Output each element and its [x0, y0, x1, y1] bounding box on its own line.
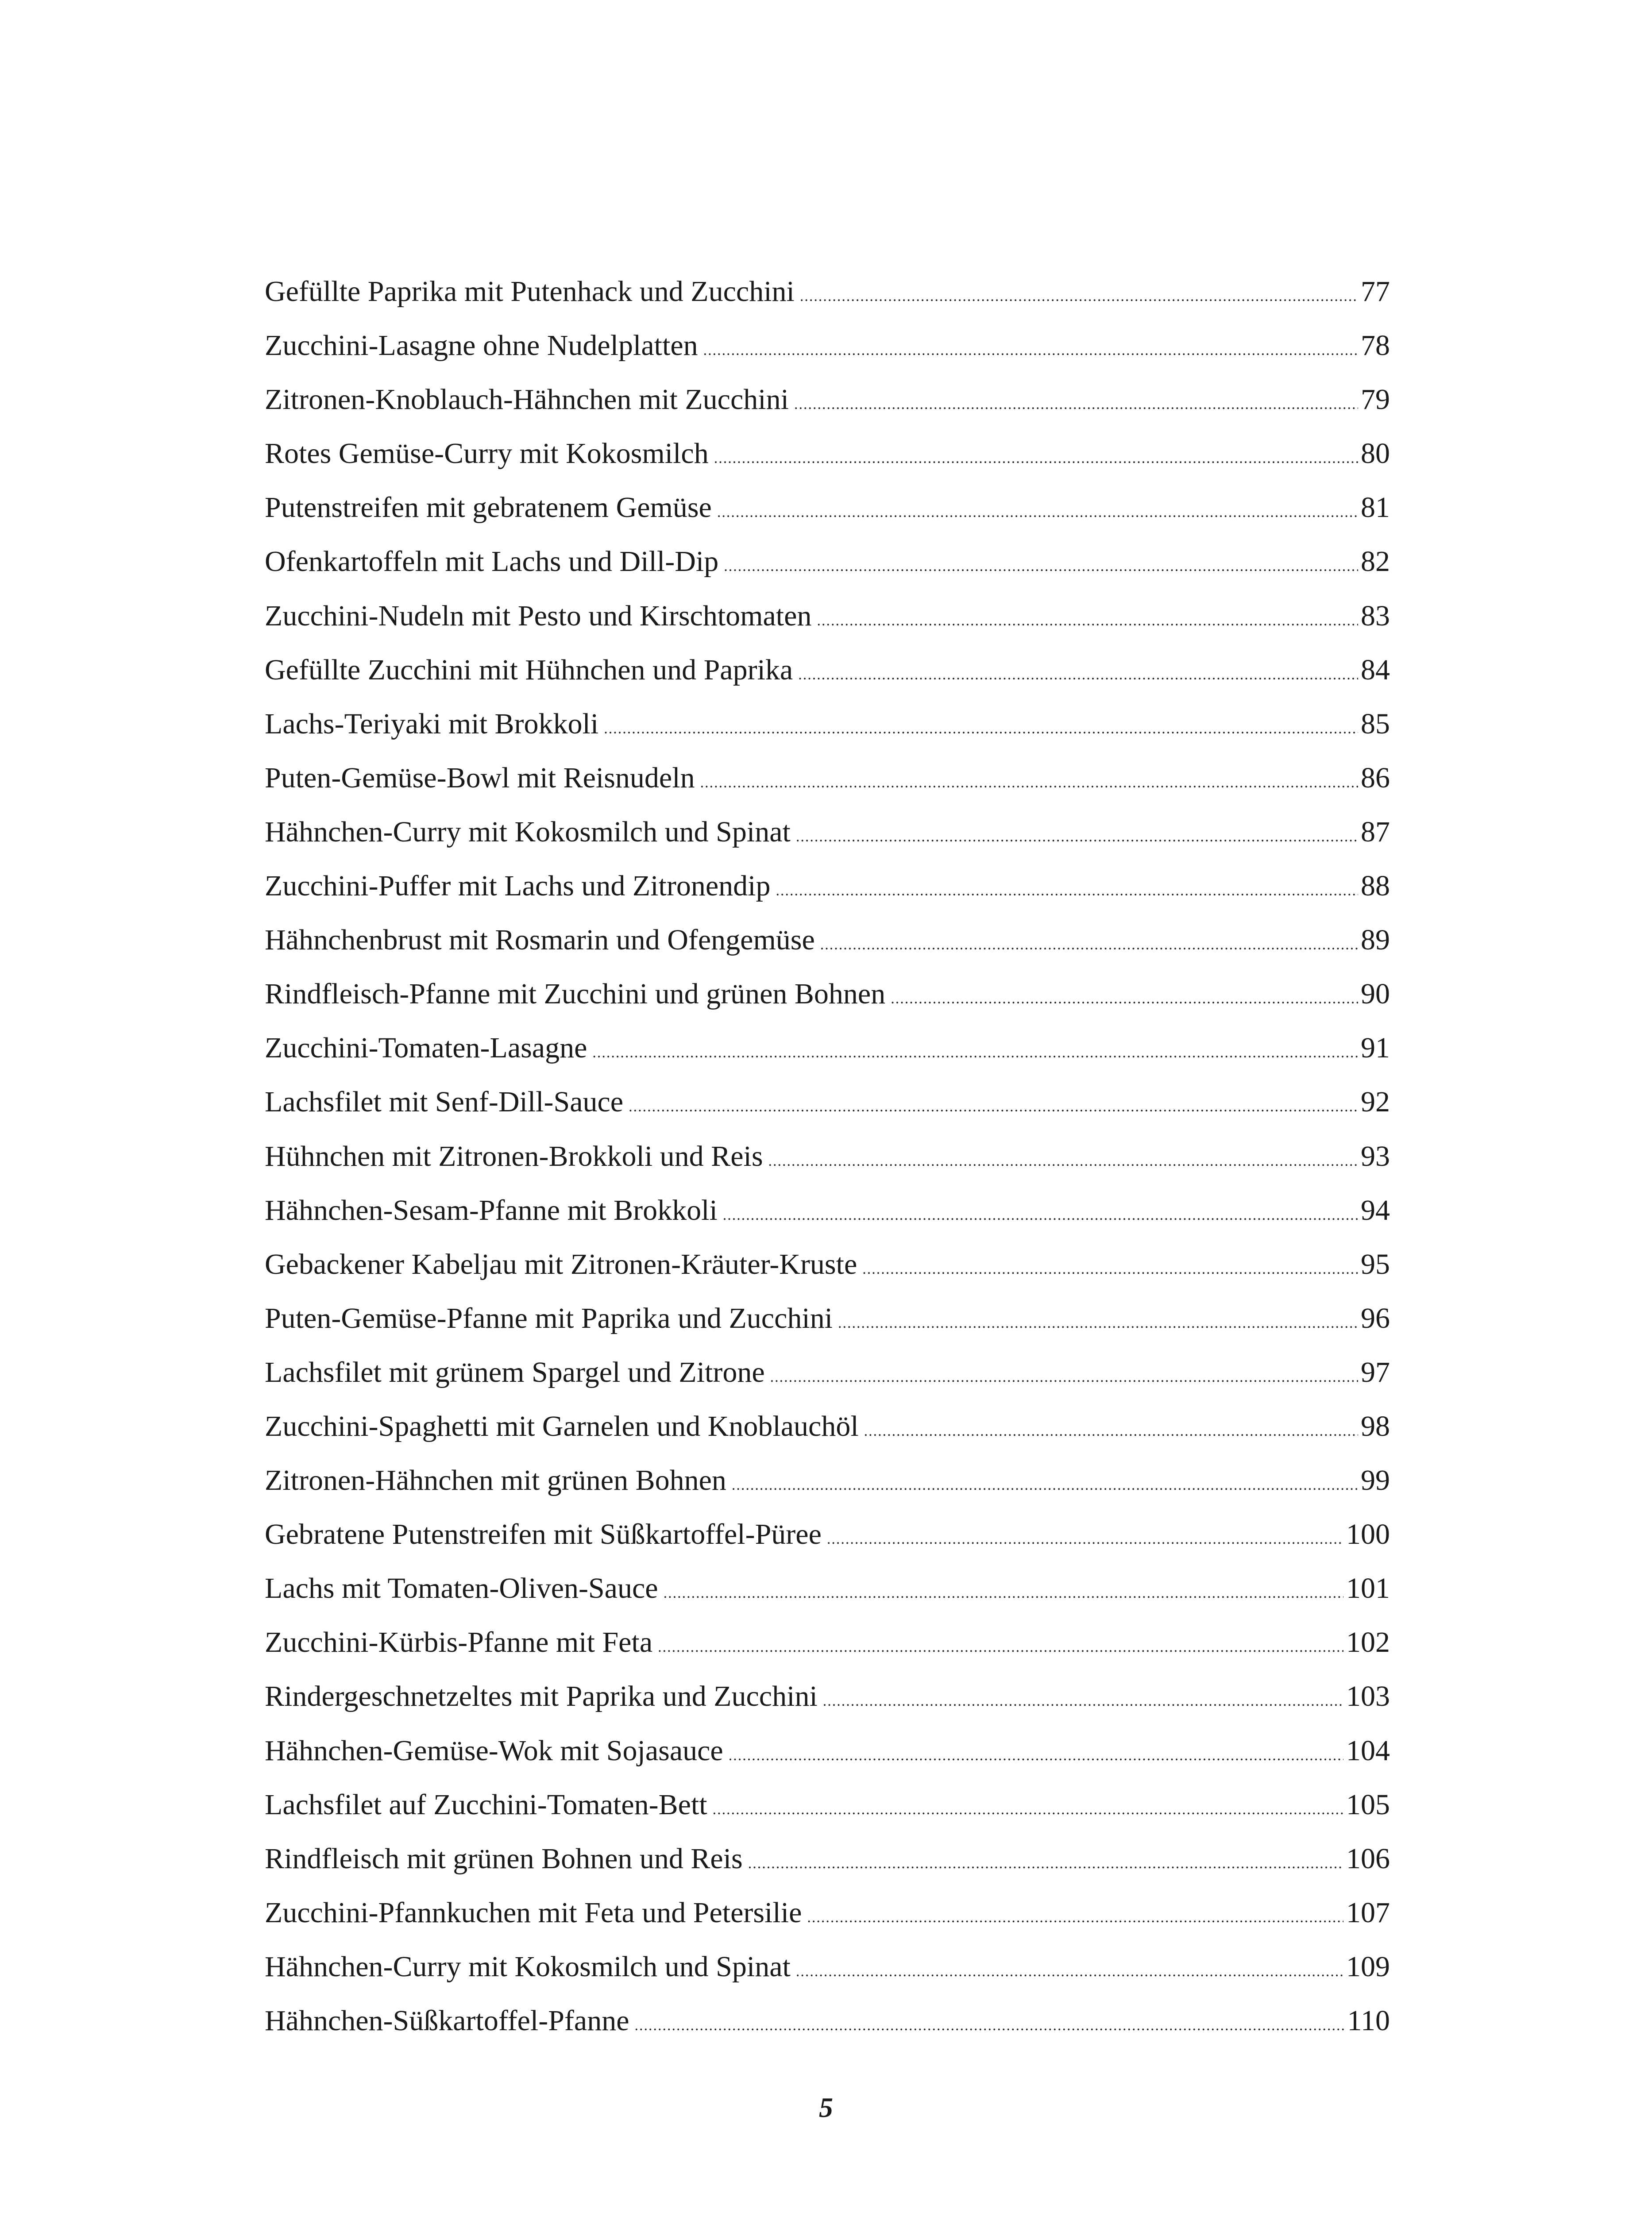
toc-entry-page: 110	[1347, 2005, 1390, 2037]
toc-entry-page: 102	[1346, 1626, 1390, 1659]
toc-entry-page: 84	[1361, 653, 1390, 686]
toc-entry-page: 89	[1361, 924, 1390, 956]
toc-entry[interactable]	[265, 805, 1390, 859]
dot-leader	[794, 378, 1358, 432]
toc-entry-title: Hähnchen-Süßkartoffel-Pfanne	[265, 2005, 629, 2037]
toc-entry[interactable]	[265, 1292, 1390, 1346]
toc-entry[interactable]	[265, 1453, 1390, 1507]
toc-entry-page: 104	[1346, 1734, 1390, 1767]
toc-entry-page: 92	[1361, 1086, 1390, 1118]
toc-entry[interactable]	[265, 697, 1390, 751]
dot-leader	[798, 648, 1358, 702]
toc-entry-title: Hähnchen-Sesam-Pfanne mit Brokkoli	[265, 1194, 718, 1226]
toc-entry[interactable]	[265, 1886, 1390, 1940]
toc-entry-page: 81	[1361, 491, 1390, 524]
dot-leader	[827, 1512, 1343, 1566]
table-of-contents	[265, 265, 1390, 2048]
toc-entry[interactable]	[265, 1778, 1390, 1832]
dot-leader	[635, 1999, 1345, 2053]
toc-entry[interactable]	[265, 1400, 1390, 1453]
toc-entry[interactable]	[265, 1184, 1390, 1238]
toc-entry-page: 95	[1361, 1248, 1390, 1280]
toc-entry[interactable]	[265, 319, 1390, 373]
dot-leader	[820, 918, 1358, 972]
toc-entry-page: 99	[1361, 1464, 1390, 1497]
toc-entry-title: Rindfleisch mit grünen Bohnen und Reis	[265, 1842, 743, 1875]
toc-entry[interactable]	[265, 1669, 1390, 1723]
toc-entry[interactable]	[265, 427, 1390, 481]
toc-entry-title: Zucchini-Puffer mit Lachs und Zitronendip	[265, 870, 771, 902]
toc-entry-title: Rindfleisch-Pfanne mit Zucchini und grünen Bohnen	[265, 978, 886, 1010]
toc-entry-title: Zucchini-Nudeln mit Pesto und Kirschtomaten	[265, 599, 812, 632]
toc-entry-title: Rindergeschnetzeltes mit Paprika und Zucchini	[265, 1680, 818, 1713]
toc-entry-title: Puten-Gemüse-Pfanne mit Paprika und Zucchini	[265, 1302, 833, 1334]
dot-leader	[796, 1945, 1343, 1999]
toc-entry-title: Gebratene Putenstreifen mit Süßkartoffel-Püree	[265, 1518, 822, 1551]
toc-entry[interactable]	[265, 481, 1390, 535]
toc-entry-title: Gefüllte Zucchini mit Hühnchen und Paprika	[265, 653, 793, 686]
toc-entry-title: Rotes Gemüse-Curry mit Kokosmilch	[265, 437, 709, 470]
dot-leader	[714, 432, 1358, 486]
toc-entry-title: Zucchini-Tomaten-Lasagne	[265, 1032, 587, 1064]
toc-entry-title: Zucchini-Pfannkuchen mit Feta und Petersilie	[265, 1896, 802, 1929]
toc-entry-page: 82	[1361, 545, 1390, 578]
toc-entry-page: 79	[1361, 383, 1390, 416]
toc-entry-title: Zitronen-Knoblauch-Hähnchen mit Zucchini	[265, 383, 789, 416]
toc-entry[interactable]	[265, 1615, 1390, 1669]
toc-entry[interactable]	[265, 967, 1390, 1021]
toc-entry-title: Hühnchen mit Zitronen-Brokkoli und Reis	[265, 1140, 763, 1172]
toc-entry-page: 87	[1361, 815, 1390, 848]
dot-leader	[700, 756, 1358, 810]
toc-entry-page: 100	[1346, 1518, 1390, 1551]
dot-leader	[796, 810, 1358, 864]
toc-entry[interactable]	[265, 589, 1390, 643]
toc-entry[interactable]	[265, 913, 1390, 967]
dot-leader	[838, 1296, 1358, 1350]
toc-entry-title: Lachsfilet auf Zucchini-Tomaten-Bett	[265, 1788, 707, 1821]
toc-entry-title: Gebackener Kabeljau mit Zitronen-Kräuter-Kruste	[265, 1248, 857, 1280]
toc-entry-page: 90	[1361, 978, 1390, 1010]
dot-leader	[768, 1134, 1358, 1188]
toc-entry-title: Hähnchen-Gemüse-Wok mit Sojasauce	[265, 1734, 723, 1767]
toc-entry-page: 97	[1361, 1356, 1390, 1388]
dot-leader	[732, 1458, 1358, 1512]
dot-leader	[723, 1188, 1358, 1242]
toc-entry[interactable]	[265, 1130, 1390, 1184]
toc-entry-page: 93	[1361, 1140, 1390, 1172]
toc-entry-page: 105	[1346, 1788, 1390, 1821]
dot-leader	[817, 594, 1358, 648]
dot-leader	[664, 1566, 1343, 1620]
dot-leader	[891, 972, 1358, 1026]
dot-leader	[800, 270, 1358, 324]
toc-entry-page: 83	[1361, 599, 1390, 632]
toc-entry-title: Lachs mit Tomaten-Oliven-Sauce	[265, 1572, 658, 1605]
toc-entry-page: 80	[1361, 437, 1390, 470]
toc-entry-title: Hähnchenbrust mit Rosmarin und Ofengemüse	[265, 924, 815, 956]
toc-entry[interactable]	[265, 643, 1390, 697]
dot-leader	[658, 1620, 1343, 1674]
toc-entry-page: 98	[1361, 1410, 1390, 1442]
toc-entry-title: Gefüllte Paprika mit Putenhack und Zucchini	[265, 275, 795, 308]
toc-entry-title: Ofenkartoffeln mit Lachs und Dill-Dip	[265, 545, 719, 578]
toc-entry[interactable]	[265, 1238, 1390, 1292]
toc-entry[interactable]	[265, 373, 1390, 427]
toc-entry-title: Lachs-Teriyaki mit Brokkoli	[265, 707, 599, 740]
dot-leader	[629, 1080, 1358, 1134]
dot-leader	[864, 1404, 1358, 1458]
dot-leader	[717, 486, 1358, 540]
toc-entry[interactable]	[265, 1832, 1390, 1886]
page-number: 5	[819, 2092, 833, 2123]
dot-leader	[823, 1674, 1343, 1728]
toc-entry-title: Lachsfilet mit Senf-Dill-Sauce	[265, 1086, 624, 1118]
dot-leader	[592, 1026, 1358, 1080]
toc-entry[interactable]	[265, 1940, 1390, 1994]
dot-leader	[748, 1837, 1343, 1891]
toc-entry[interactable]	[265, 1021, 1390, 1075]
toc-entry-page: 77	[1361, 275, 1390, 308]
toc-entry-page: 106	[1346, 1842, 1390, 1875]
toc-entry[interactable]	[265, 859, 1390, 913]
toc-entry-page: 103	[1346, 1680, 1390, 1713]
dot-leader	[862, 1242, 1358, 1296]
dot-leader	[776, 864, 1359, 918]
toc-entry[interactable]	[265, 1346, 1390, 1400]
toc-entry-title: Zucchini-Lasagne ohne Nudelplatten	[265, 329, 698, 362]
dot-leader	[713, 1783, 1343, 1837]
toc-entry[interactable]	[265, 1075, 1390, 1129]
toc-entry[interactable]	[265, 751, 1390, 805]
toc-entry-page: 85	[1361, 707, 1390, 740]
dot-leader	[729, 1729, 1343, 1783]
toc-entry-page: 86	[1361, 761, 1390, 794]
toc-entry-page: 78	[1361, 329, 1390, 362]
dot-leader	[807, 1891, 1343, 1945]
toc-entry[interactable]	[265, 1507, 1390, 1561]
toc-entry[interactable]	[265, 535, 1390, 589]
toc-entry[interactable]	[265, 265, 1390, 319]
dot-leader	[604, 702, 1358, 756]
toc-entry-page: 109	[1346, 1950, 1390, 1983]
toc-entry-title: Putenstreifen mit gebratenem Gemüse	[265, 491, 712, 524]
toc-entry-page: 101	[1346, 1572, 1390, 1605]
toc-entry[interactable]	[265, 1724, 1390, 1778]
toc-entry-title: Zitronen-Hähnchen mit grünen Bohnen	[265, 1464, 726, 1497]
dot-leader	[770, 1350, 1358, 1404]
toc-entry-page: 107	[1346, 1896, 1390, 1929]
toc-entry[interactable]	[265, 1994, 1390, 2048]
toc-entry-title: Puten-Gemüse-Bowl mit Reisnudeln	[265, 761, 695, 794]
toc-entry[interactable]	[265, 1561, 1390, 1615]
toc-entry-title: Zucchini-Spaghetti mit Garnelen und Knoblauchöl	[265, 1410, 859, 1442]
toc-entry-page: 96	[1361, 1302, 1390, 1334]
dot-leader	[724, 540, 1358, 594]
toc-entry-page: 88	[1361, 870, 1390, 902]
toc-entry-title: Hähnchen-Curry mit Kokosmilch und Spinat	[265, 815, 791, 848]
dot-leader	[703, 324, 1358, 378]
toc-entry-page: 91	[1361, 1032, 1390, 1064]
toc-entry-page: 94	[1361, 1194, 1390, 1226]
toc-entry-title: Lachsfilet mit grünem Spargel und Zitrone	[265, 1356, 765, 1388]
toc-entry-title: Hähnchen-Curry mit Kokosmilch und Spinat	[265, 1950, 791, 1983]
toc-entry-title: Zucchini-Kürbis-Pfanne mit Feta	[265, 1626, 653, 1659]
